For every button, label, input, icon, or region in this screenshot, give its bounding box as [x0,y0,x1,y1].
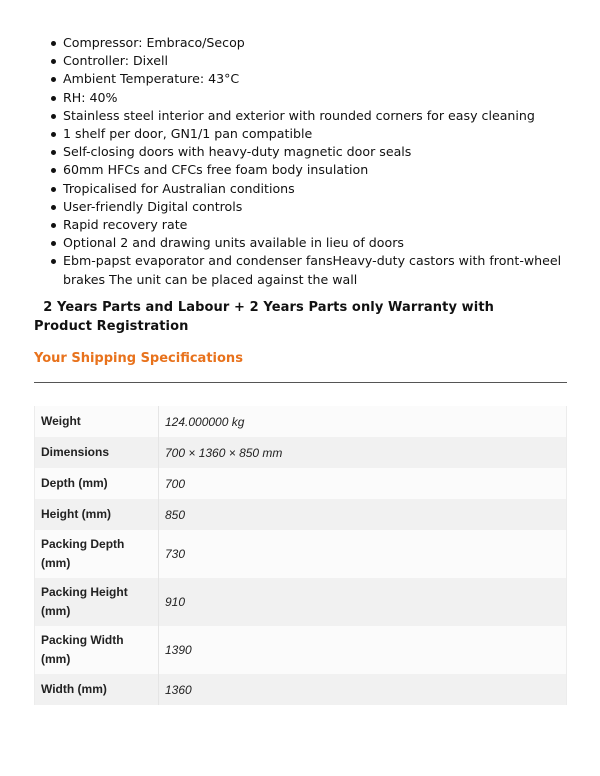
table-row [35,437,567,468]
feature-item: Stainless steel interior and exterior with rounded corners for easy cleaning [63,107,563,125]
feature-item: Ambient Temperature: 43°C [63,70,563,88]
spec-label: Weight [41,414,81,428]
section-divider [34,382,567,383]
spec-value: 1360 [159,674,567,705]
feature-item: 60mm HFCs and CFCs free foam body insulation [63,161,563,179]
spec-label: Dimensions [41,445,110,459]
spec-label: Packing Width (mm) [41,633,124,666]
feature-item: Rapid recovery rate [63,216,563,234]
spec-value: 1390 [159,626,567,674]
table-row [35,499,567,530]
spec-value: 124.000000 kg [159,406,567,437]
spec-label: Packing Depth (mm) [41,537,125,570]
feature-item: Tropicalised for Australian conditions [63,180,563,198]
feature-item: Controller: Dixell [63,52,563,70]
spec-value: 910 [159,578,567,626]
feature-item: User-friendly Digital controls [63,198,563,216]
table-row [35,406,567,437]
feature-item: Optional 2 and drawing units available in lieu of doors [63,234,563,252]
feature-item: Self-closing doors with heavy-duty magnetic door seals [63,143,563,161]
table-row [35,674,567,705]
feature-item: Compressor: Embraco/Secop [63,34,563,52]
table-row [35,626,567,674]
table-row [35,578,567,626]
spec-label: Height (mm) [41,507,111,521]
table-row [35,530,567,578]
spec-value: 700 × 1360 × 850 mm [159,437,567,468]
feature-list [63,34,563,289]
spec-label: Depth (mm) [41,476,108,490]
feature-item: 1 shelf per door, GN1/1 pan compatible [63,125,563,143]
table-row [35,468,567,499]
spec-label: Width (mm) [41,682,107,696]
feature-item: RH: 40% [63,89,563,107]
warranty-note: 2 Years Parts and Labour + 2 Years Parts only Warranty with Product Registration [34,300,499,334]
shipping-specs-heading: Your Shipping Specifications [34,351,243,366]
spec-value: 850 [159,499,567,530]
spec-value: 730 [159,530,567,578]
shipping-specs-table [34,406,567,705]
feature-item: Ebm-papst evaporator and condenser fansHeavy-duty castors with front-wheel brakes The unit can be placed against the wall [63,252,563,288]
spec-label: Packing Height (mm) [41,585,128,618]
spec-value: 700 [159,468,567,499]
